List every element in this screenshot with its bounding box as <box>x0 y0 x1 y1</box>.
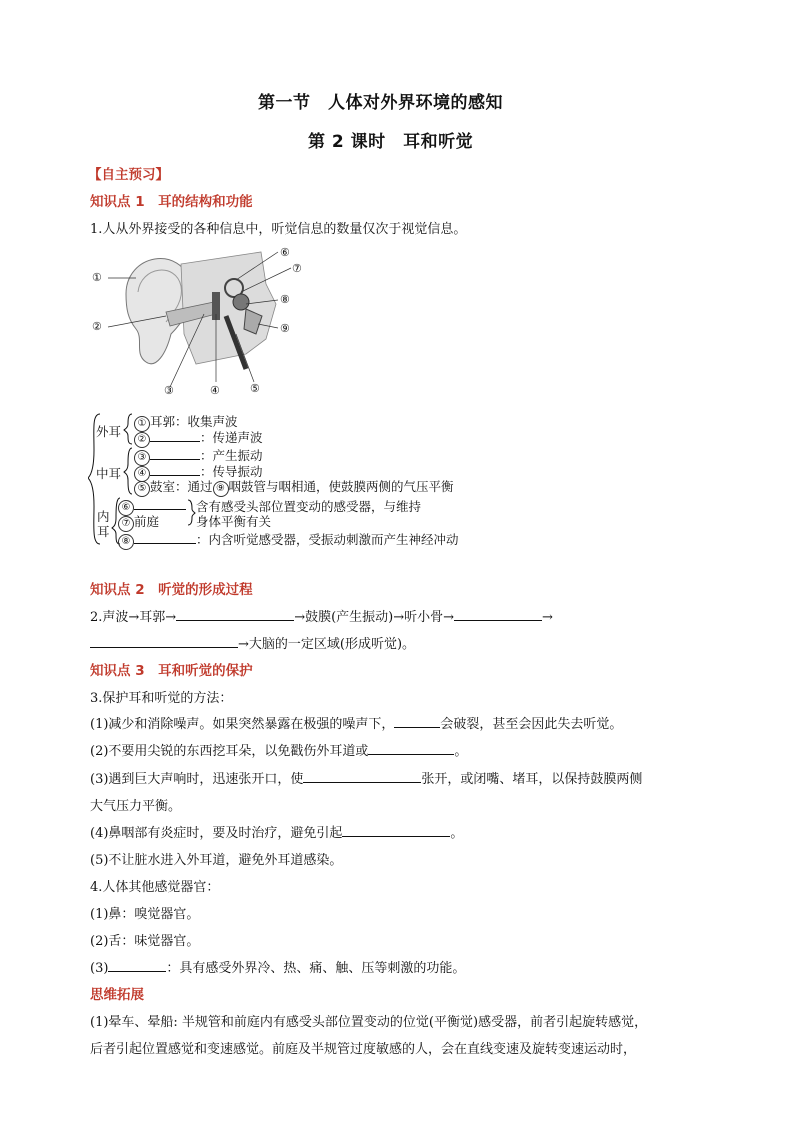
blank-k2-1[interactable] <box>176 608 294 621</box>
row-5 <box>134 477 454 497</box>
k2-heading: 知识点 2 听觉的形成过程 <box>90 582 253 598</box>
label-middle-ear: 中耳 <box>96 466 122 481</box>
k3-item-3 <box>90 768 642 787</box>
row-7-number: ⑦ <box>118 516 134 532</box>
k3-item-4-a: (4)鼻咽部有炎症时，要及时治疗，避免引起 <box>90 826 343 841</box>
k3-item-3-cont: 大气压力平衡。 <box>90 799 182 814</box>
k3-item-3-b: 张开，或闭嘴、堵耳，以保持鼓膜两侧 <box>421 772 643 787</box>
diagram-label-1: ① <box>92 271 102 284</box>
label-inner-ear-1: 内 <box>97 509 110 524</box>
row-3-text: ：产生振动 <box>200 448 263 463</box>
diagram-label-8: ⑧ <box>280 293 290 306</box>
row-2 <box>134 428 263 448</box>
row-2-number: ② <box>134 432 150 448</box>
row-8 <box>118 530 459 550</box>
expand-para-2: 后者引起位置感觉和变速感觉。前庭及半规管过度敏感的人，会在直线变速及旋转变速运动时， <box>90 1042 637 1057</box>
organ-skin-a: (3) <box>90 961 109 976</box>
row-1-text: 耳郭：收集声波 <box>150 414 238 429</box>
k3-heading: 知识点 3 耳和听觉的保护 <box>90 663 253 679</box>
label-outer-ear: 外耳 <box>96 424 122 439</box>
diagram-label-6: ⑥ <box>280 246 290 259</box>
blank-6[interactable] <box>134 497 186 510</box>
blank-k3-3[interactable] <box>303 770 421 783</box>
expand-para-1: (1)晕车、晕船: 半规管和前庭内有感受头部位置变动的位觉(平衡觉)感受器，前者引起旋转感觉， <box>90 1015 648 1030</box>
row-7 <box>118 512 159 532</box>
row-5-text: 鼓室：通过 <box>150 479 213 494</box>
blank-4[interactable] <box>150 463 200 476</box>
organ-tongue: (2)舌：味觉器官。 <box>90 934 200 949</box>
k3-item-4-b: 。 <box>450 826 464 841</box>
row-1-number: ① <box>134 416 150 432</box>
blank-8[interactable] <box>134 531 196 544</box>
diagram-label-4: ④ <box>210 384 220 397</box>
row-67-text-2: 身体平衡有关 <box>196 514 272 529</box>
k3-item-1 <box>90 713 622 732</box>
diagram-label-7: ⑦ <box>292 262 302 275</box>
blank-3[interactable] <box>150 447 200 460</box>
k3-item-1-b: 会破裂，甚至会因此失去听觉。 <box>440 717 623 732</box>
row-5-number-9: ⑨ <box>213 481 229 497</box>
k2-line-2 <box>90 633 415 652</box>
k3-item-3-a: (3)遇到巨大声响时，迅速张开口，使 <box>90 772 304 787</box>
diagram-label-2: ② <box>92 320 102 333</box>
k3-item-4 <box>90 822 463 841</box>
page-title: 第一节 人体对外界环境的感知 <box>258 93 503 113</box>
k3-item-2-b: 。 <box>454 744 468 759</box>
row-4-number: ④ <box>134 466 150 482</box>
row-5-tail: 咽鼓管与咽相通，使鼓膜两侧的气压平衡 <box>228 479 454 494</box>
row-67-text-1: 含有感受头部位置变动的感受器，与维持 <box>196 499 422 514</box>
k3-item-1-a: (1)减少和消除噪声。如果突然暴露在极强的噪声下， <box>90 717 395 732</box>
blank-k2-3[interactable] <box>90 635 238 648</box>
row-6-number: ⑥ <box>118 500 134 516</box>
row-7-text: 前庭 <box>134 514 160 529</box>
row-5-number: ⑤ <box>134 481 150 497</box>
blank-k3-1[interactable] <box>394 715 440 728</box>
row-8-number: ⑧ <box>118 534 134 550</box>
blank-2[interactable] <box>150 429 200 442</box>
k2-text-b: →大脑的一定区域(形成听觉)。 <box>238 637 416 652</box>
k3-item-5: (5)不让脏水进入外耳道，避免外耳道感染。 <box>90 853 343 868</box>
row-3-number: ③ <box>134 450 150 466</box>
k3-item-2 <box>90 740 467 759</box>
k2-text-a3: → <box>542 610 553 625</box>
diagram-label-9: ⑨ <box>280 322 290 335</box>
k2-line-1 <box>90 606 553 625</box>
k3-intro: 3.保护耳和听觉的方法： <box>90 691 233 706</box>
k3-question-4: 4.人体其他感觉器官： <box>90 880 220 895</box>
k1-heading: 知识点 1 耳的结构和功能 <box>90 194 253 210</box>
row-4-text: ：传导振动 <box>200 464 263 479</box>
row-2-text: ：传递声波 <box>200 430 263 445</box>
diagram-label-3: ③ <box>164 384 174 397</box>
k3-item-2-a: (2)不要用尖锐的东西挖耳朵，以免戳伤外耳道或 <box>90 744 369 759</box>
page-subtitle: 第 2 课时 耳和听觉 <box>308 132 474 152</box>
blank-k3-2[interactable] <box>368 742 454 755</box>
organ-skin-b: ：具有感受外界冷、热、痛、触、压等刺激的功能。 <box>166 961 466 976</box>
preview-label: 【自主预习】 <box>88 167 169 183</box>
organ-nose: (1)鼻：嗅觉器官。 <box>90 907 200 922</box>
row-8-text: ：内含听觉感受器，受振动刺激而产生神经冲动 <box>196 532 459 547</box>
blank-k2-2[interactable] <box>454 608 542 621</box>
organ-skin <box>90 957 465 976</box>
blank-k3-4[interactable] <box>342 824 450 837</box>
blank-skin[interactable] <box>108 959 166 972</box>
k2-text-a2: →鼓膜(产生振动)→听小骨→ <box>294 610 455 625</box>
k1-line1: 1.人从外界接受的各种信息中，听觉信息的数量仅次于视觉信息。 <box>90 222 467 237</box>
expand-heading: 思维拓展 <box>90 987 144 1003</box>
k2-text-a1: 2.声波→耳郭→ <box>90 610 177 625</box>
label-inner-ear-2: 耳 <box>97 524 110 539</box>
diagram-label-5: ⑤ <box>250 382 260 395</box>
